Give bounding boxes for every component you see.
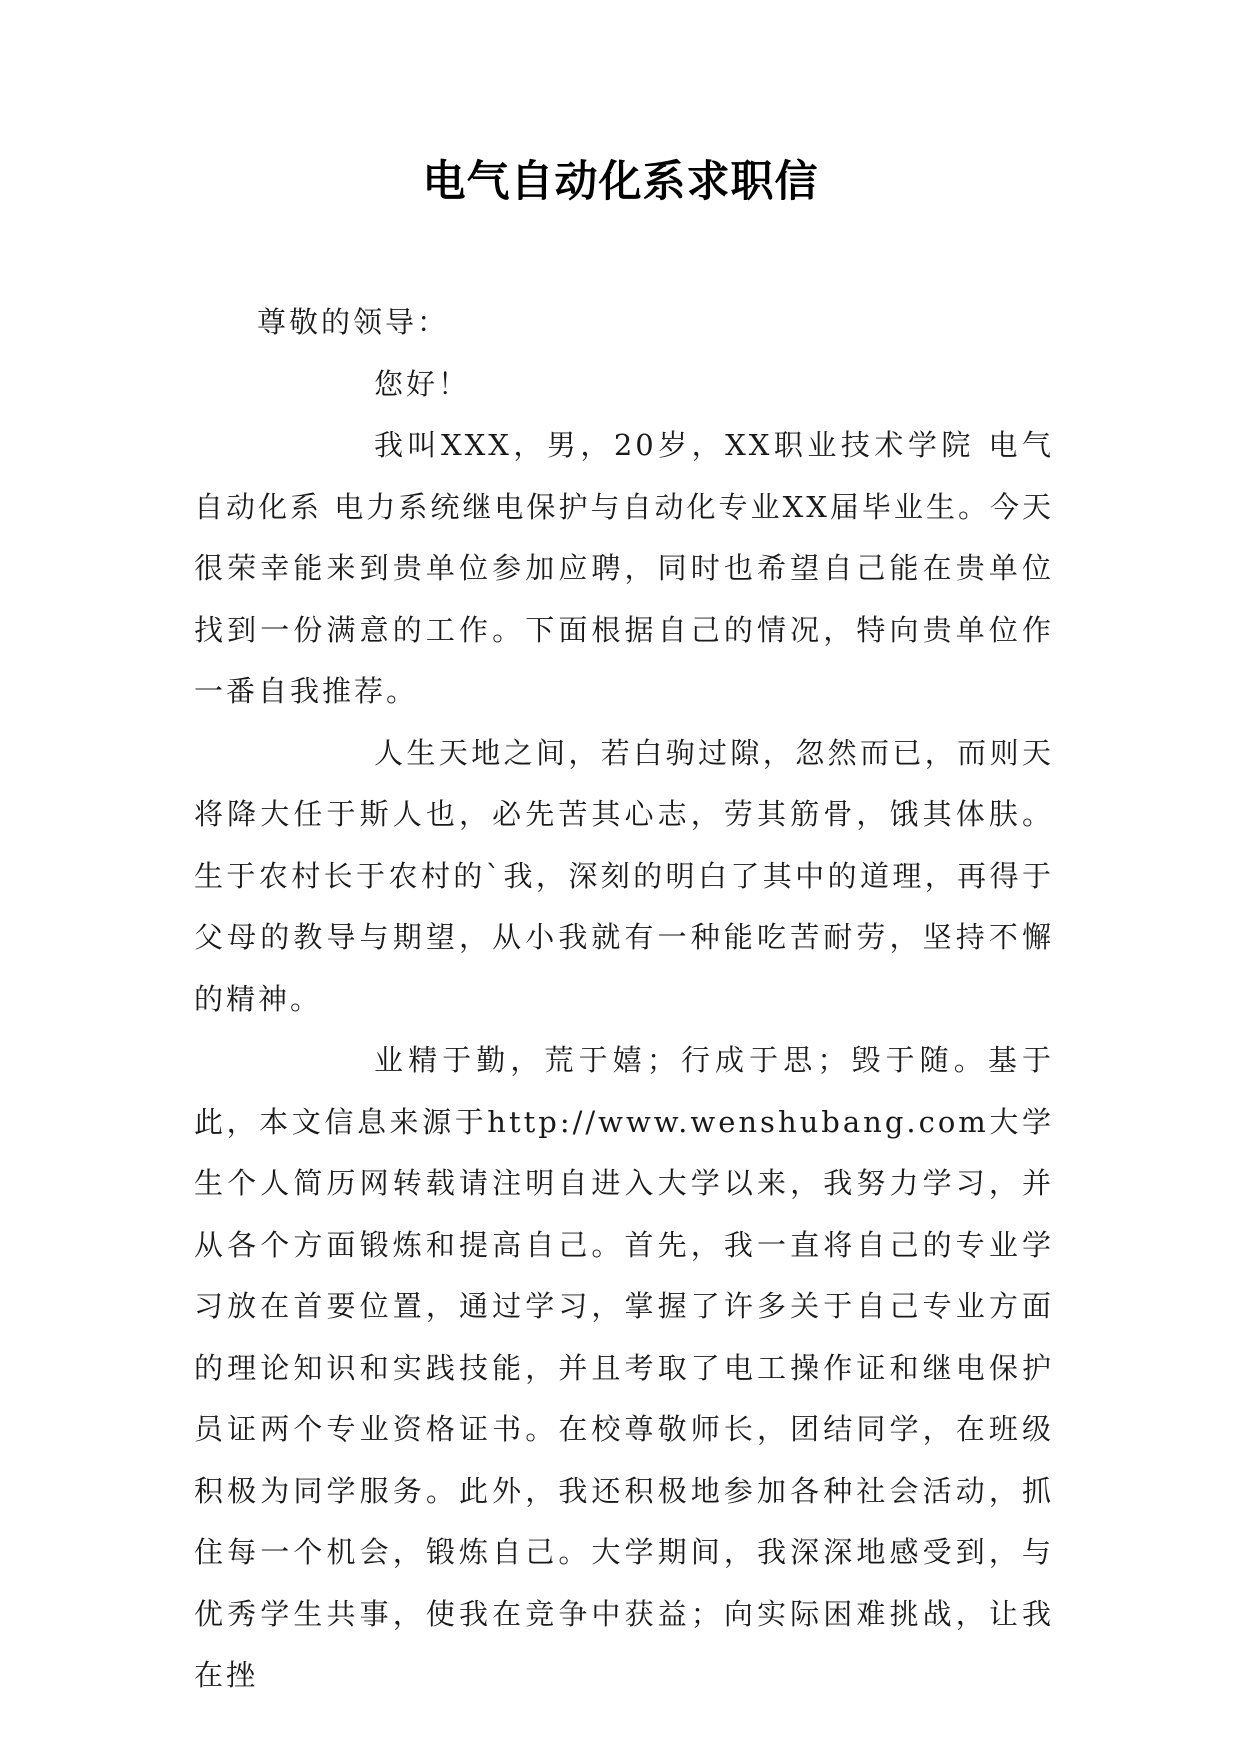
document-title: 电气自动化系求职信 — [422, 157, 819, 207]
greeting: 您好！ — [374, 366, 471, 401]
paragraph-introduction: 我叫XXX，男，20岁，XX职业技术学院 电气自动化系 电力系统继电保护与自动化专业XX届毕业生。今天很荣幸能来到贵单位参加应聘，同时也希望自己能在贵单位找到一份满意的工作。下面根据自己的情况，特向贵单位作一番自我推荐。 — [194, 428, 1054, 708]
letter-body — [194, 292, 1054, 1707]
paragraph-background: 人生天地之间，若白驹过隙，忽然而已，而则天将降大任于斯人也，必先苦其心志，劳其筋骨，饿其体肤。生于农村长于农村的`我，深刻的明白了其中的道理，再得于父母的教导与期望，从小我就有一种能吃苦耐劳，坚持不懈的精神。 — [194, 735, 1054, 1016]
paragraph-study: 业精于勤，荒于嬉；行成于思；毁于随。基于此，本文信息来源于http://www.wenshubang.com大学生个人简历网转载请注明自进入大学以来，我努力学习，并从各个方面锻炼和提高自己。首先，我一直将自己的专业学习放在首要位置，通过学习，掌握了许多关于自己专业方面的理论知识和实践技能，并且考取了电工操作证和继电保护员证两个专业资格证书。在校尊敬师长，团结同学，在班级积极为同学服务。此外，我还积极地参加各种社会活动，抓住每一个机会，锻炼自己。大学期间，我深深地感受到，与优秀学生共事，使我在竞争中获益；向实际困难挑战，让我在挫 — [194, 1043, 1054, 1692]
salutation: 尊敬的领导： — [257, 305, 450, 339]
